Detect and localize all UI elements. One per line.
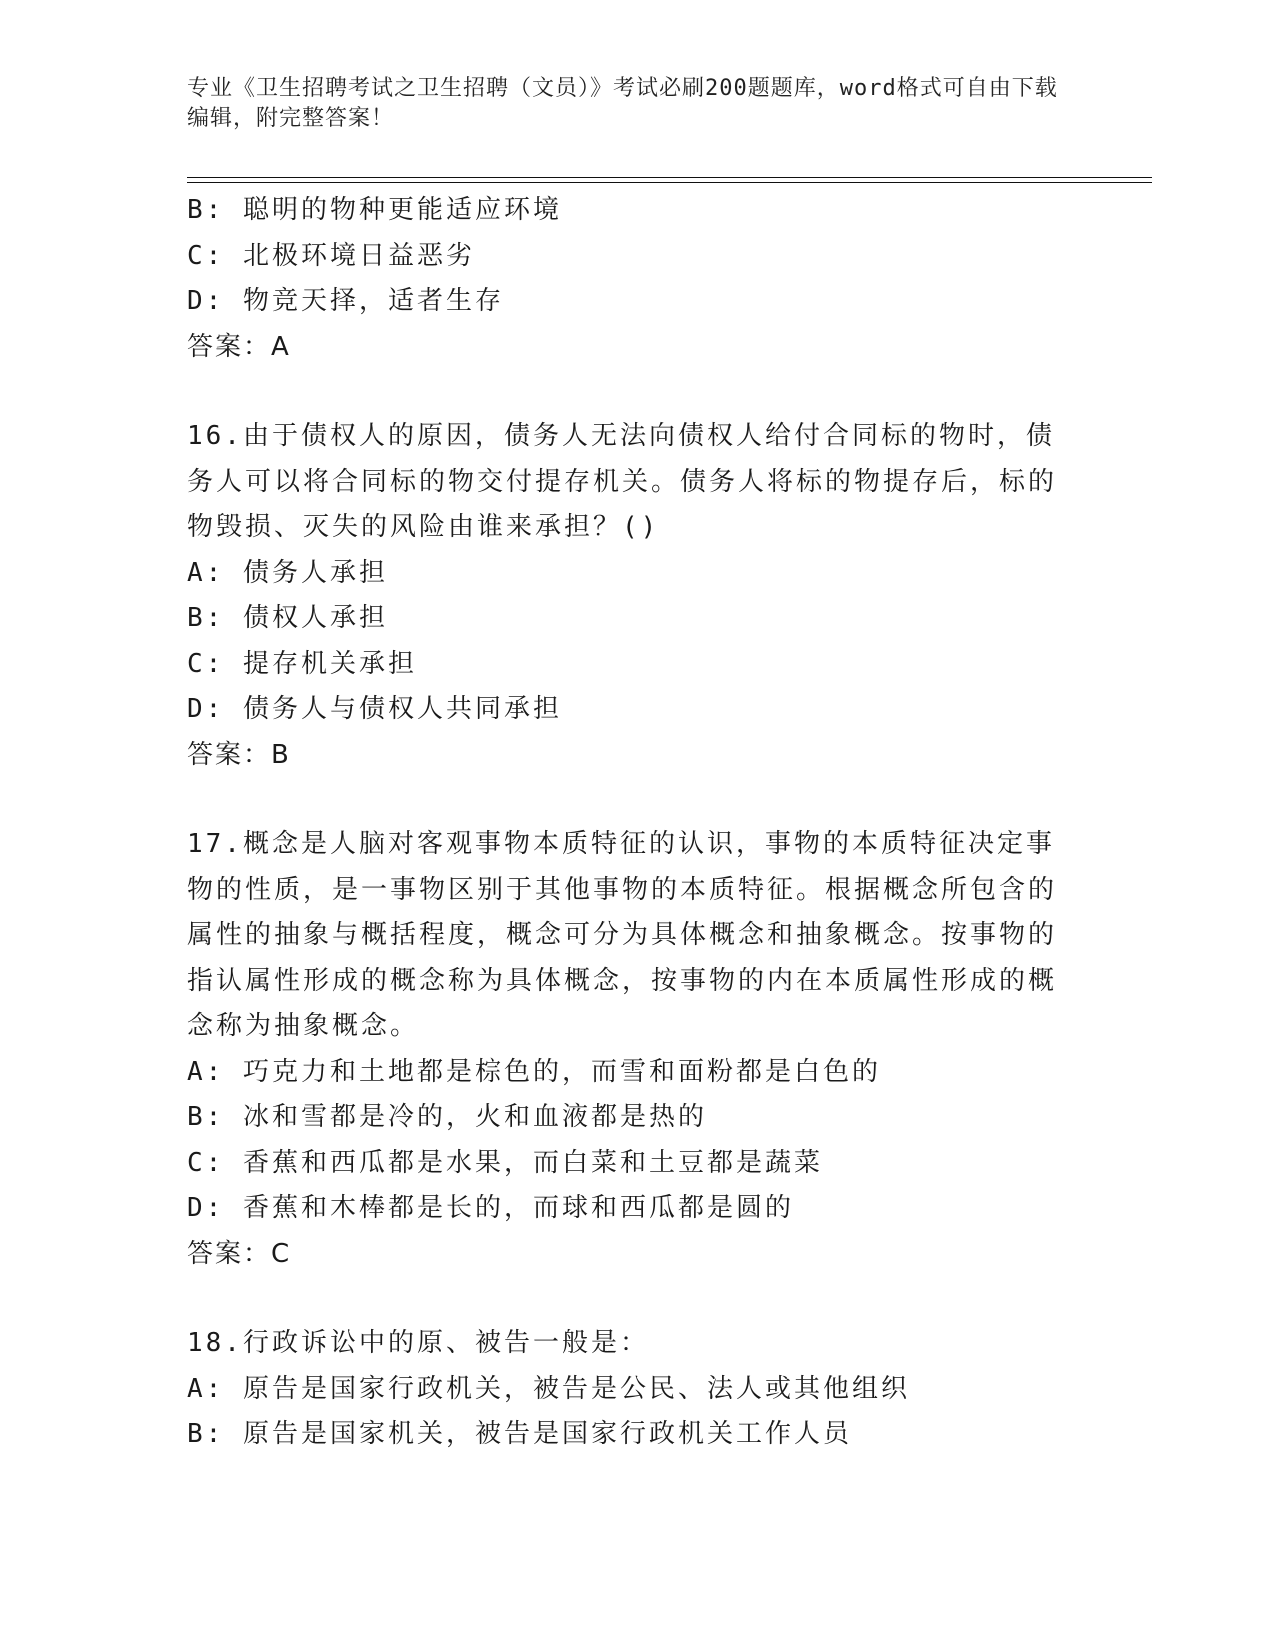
question-stem: 16.由于债权人的原因，债务人无法向债权人给付合同标的物时，债务人可以将合同标的物交付提存机关。债务人将标的物提存后，标的物毁损、灭失的风险由谁来承担？() <box>187 421 1058 542</box>
option-b: B: 债权人承担 <box>187 603 388 633</box>
option-a: A: 巧克力和土地都是棕色的，而雪和面粉都是白色的 <box>187 1056 881 1087</box>
block-spacer <box>187 1277 1067 1321</box>
option-d: D: 香蕉和木棒都是长的，而球和西瓜都是圆的 <box>187 1193 794 1223</box>
option-b: B: 聪明的物种更能适应环境 <box>187 195 562 225</box>
question-content <box>187 188 1067 1458</box>
question-stem: 17.概念是人脑对客观事物本质特征的认识，事物的本质特征决定事物的性质，是一事物区别于其他事物的本质特征。根据概念所包含的属性的抽象与概括程度，概念可分为具体概念和抽象概念。按事物的指认属性形成的概念称为具体概念，按事物的内在本质属性形成的概念称为抽象概念。 <box>187 829 1058 1041</box>
option-c: C: 提存机关承担 <box>187 648 417 679</box>
option-d: D: 物竞天择，适者生存 <box>187 286 504 316</box>
answer-line: 答案：B <box>187 739 291 770</box>
page-header: 专业《卫生招聘考试之卫生招聘（文员）》考试必刷200题题库，word格式可自由下载编辑，附完整答案！ <box>187 76 1058 131</box>
option-c: C: 北极环境日益恶劣 <box>187 240 475 271</box>
option-c: C: 香蕉和西瓜都是水果，而白菜和土豆都是蔬菜 <box>187 1147 823 1178</box>
option-d: D: 债务人与债权人共同承担 <box>187 694 562 724</box>
option-b: B: 冰和雪都是冷的，火和血液都是热的 <box>187 1102 707 1132</box>
block-spacer <box>187 370 1067 414</box>
question-block-18 <box>187 1321 1067 1458</box>
answer-line: 答案：C <box>187 1238 292 1269</box>
answer-line: 答案：A <box>187 331 291 362</box>
question-stem: 18.行政诉讼中的原、被告一般是： <box>187 1328 649 1358</box>
block-spacer <box>187 778 1067 822</box>
header-divider-top <box>187 177 1152 178</box>
question-block-15 <box>187 188 1067 370</box>
option-a: A: 原告是国家行政机关，被告是公民、法人或其他组织 <box>187 1373 910 1404</box>
header-divider-bottom <box>187 182 1152 183</box>
question-block-16 <box>187 414 1067 778</box>
option-b: B: 原告是国家机关，被告是国家行政机关工作人员 <box>187 1419 852 1449</box>
option-a: A: 债务人承担 <box>187 557 388 588</box>
question-block-17 <box>187 822 1067 1277</box>
